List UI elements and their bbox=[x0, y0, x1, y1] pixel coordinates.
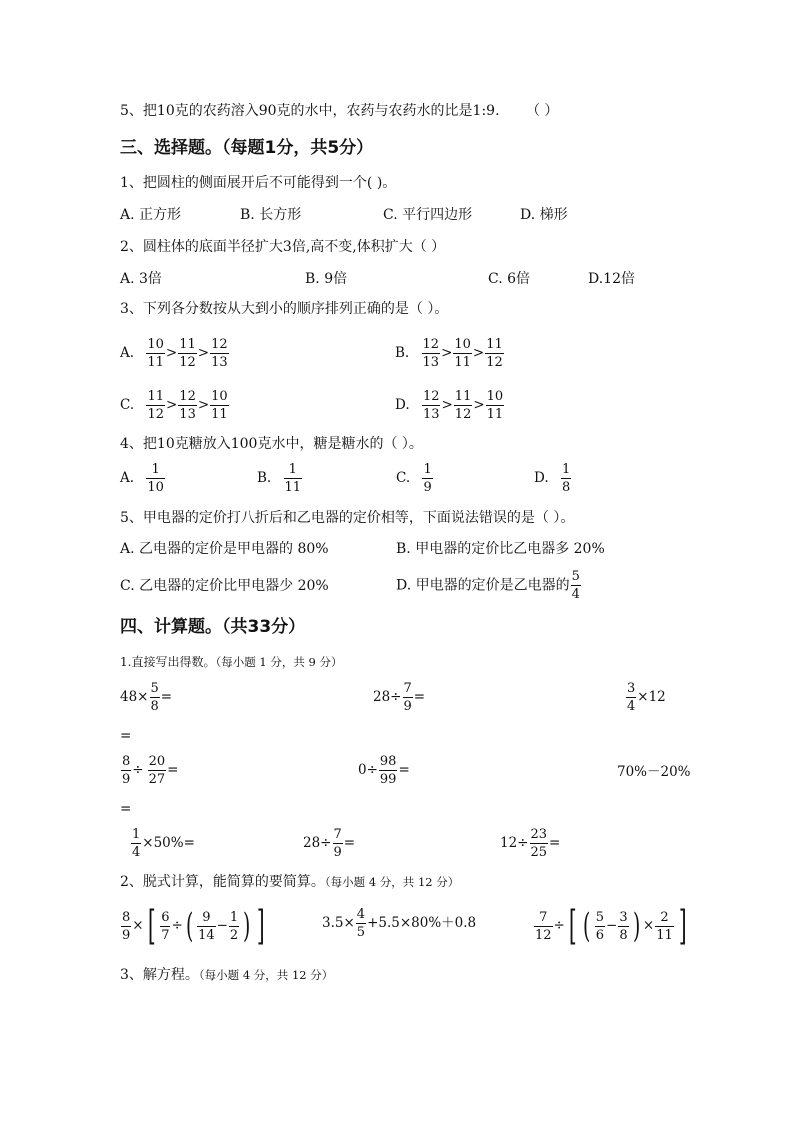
choice-q3-option-a[interactable] bbox=[120, 338, 230, 369]
calc-part2-heading bbox=[120, 875, 459, 889]
judgement-item-5 bbox=[120, 104, 558, 118]
mental-calc-9: 12÷ $\frac{23}{25}$ = bbox=[500, 827, 561, 860]
option-label: B. bbox=[257, 469, 272, 486]
choice-q5-option-d[interactable] bbox=[396, 570, 582, 601]
choice-q2-option-d[interactable]: D.12倍 bbox=[588, 271, 635, 287]
fraction: $\frac{2}{11}$ bbox=[656, 909, 673, 943]
fraction: $\frac{3}{8}$ bbox=[619, 909, 628, 943]
choice-q5-text: 5、甲电器的定价打八折后和乙电器的定价相等，下面说法错误的是（ ）。 bbox=[120, 510, 575, 526]
choice-q1-text: 1、把圆柱的侧面展开后不可能得到一个( )。 bbox=[120, 175, 397, 191]
part-title: 2、脱式计算，能简算的要简算。 bbox=[120, 874, 325, 890]
fraction: $\frac{23}{25}$ bbox=[530, 827, 548, 860]
option-label: C. bbox=[120, 396, 135, 413]
left-bracket: [ bbox=[568, 903, 577, 949]
choice-q4-text: 4、把10克糖放入100克水中，糖是糖水的（ ）。 bbox=[120, 436, 423, 452]
choice-q4-option-b[interactable] bbox=[257, 463, 303, 494]
fraction: $\frac{12}{13}$ bbox=[422, 389, 440, 422]
fraction: $\frac{10}{11}$ bbox=[454, 337, 471, 370]
fraction: $\frac{98}{99}$ bbox=[379, 754, 397, 787]
gt-sign: > bbox=[165, 396, 178, 413]
fraction: $\frac{1}{10}$ bbox=[147, 462, 164, 495]
choice-q1-option-d[interactable]: D. 梯形 bbox=[520, 207, 568, 223]
fraction: $\frac{12}{13}$ bbox=[422, 337, 440, 370]
stepwise-calc-3: $\frac{7}{12}$ ÷[ ( $\frac{5}{6}$ − $\frac{3}{8}$ ) × $\frac{2}{11}$ ] bbox=[535, 903, 687, 949]
judgement-item-5-text: 5、把10克的农药溶入90克的水中，农药与农药水的比是1:9. bbox=[120, 103, 500, 119]
mental-calc-1: 48× $\frac{5}{8}$ = bbox=[120, 681, 173, 714]
fraction: $\frac{8}{9}$ bbox=[122, 754, 131, 787]
mental-calc-3: $\frac{3}{4}$ ×12 bbox=[627, 681, 666, 714]
fraction: $\frac{8}{9}$ bbox=[122, 909, 131, 943]
choice-q2-option-a[interactable]: A. 3倍 bbox=[120, 271, 162, 287]
part-hint: （每小题 4 分，共 12 分） bbox=[198, 968, 334, 982]
fraction: $\frac{7}{9}$ bbox=[403, 681, 412, 714]
choice-q4-option-d[interactable] bbox=[534, 463, 572, 494]
equals-sign: = bbox=[120, 801, 132, 817]
calc-part1-heading bbox=[120, 656, 342, 669]
section-3-title: 三、选择题。（每题1分，共5分） bbox=[120, 138, 374, 158]
fraction: $\frac{20}{27}$ bbox=[148, 754, 166, 787]
choice-q2-option-c[interactable]: C. 6倍 bbox=[488, 271, 531, 287]
choice-q5-option-a[interactable]: A. 乙电器的定价是甲电器的 80% bbox=[120, 541, 329, 557]
part-title: 3、解方程。 bbox=[120, 967, 199, 983]
right-bracket: ] bbox=[257, 903, 266, 949]
equals-sign: = bbox=[120, 728, 132, 744]
choice-q4-option-c[interactable] bbox=[396, 463, 434, 494]
fraction: $\frac{12}{13}$ bbox=[179, 389, 196, 422]
gt-sign: > bbox=[197, 396, 210, 413]
fraction: $\frac{5}{8}$ bbox=[150, 681, 159, 714]
answer-blank[interactable]: （ ） bbox=[525, 103, 559, 119]
fraction: $\frac{11}{12}$ bbox=[179, 337, 196, 370]
left-bracket: [ bbox=[147, 903, 156, 949]
fraction: $\frac{7}{12}$ bbox=[535, 909, 552, 943]
fraction: $\frac{5}{6}$ bbox=[595, 909, 605, 943]
fraction: $\frac{1}{2}$ bbox=[229, 909, 239, 943]
fraction: $\frac{11}{12}$ bbox=[454, 389, 472, 422]
option-label: C. bbox=[396, 469, 411, 486]
choice-q2-option-b[interactable]: B. 9倍 bbox=[305, 271, 348, 287]
fraction: $\frac{10}{11}$ bbox=[147, 337, 164, 370]
fraction: $\frac{11}{12}$ bbox=[147, 389, 164, 422]
fraction: $\frac{5}{4}$ bbox=[571, 569, 580, 602]
choice-q3-option-d[interactable] bbox=[395, 390, 505, 421]
gt-sign: > bbox=[197, 344, 210, 361]
right-paren: ) bbox=[632, 906, 640, 946]
gt-sign: > bbox=[441, 344, 453, 361]
gt-sign: > bbox=[165, 344, 178, 361]
right-paren: ) bbox=[243, 906, 251, 946]
mental-calc-4: $\frac{8}{9}$ ÷ $\frac{20}{27}$ = bbox=[122, 754, 179, 787]
fraction: $\frac{1}{11}$ bbox=[284, 462, 302, 495]
choice-q3-option-b[interactable] bbox=[395, 338, 505, 369]
fraction: $\frac{4}{5}$ bbox=[356, 907, 366, 940]
choice-q5-option-c[interactable]: C. 乙电器的定价比甲电器少 20% bbox=[120, 578, 329, 594]
right-bracket: ] bbox=[678, 903, 687, 949]
option-label: A. bbox=[120, 344, 135, 361]
choice-q4-option-a[interactable] bbox=[120, 463, 166, 494]
option-label: D. bbox=[395, 396, 410, 413]
gt-sign: > bbox=[472, 344, 485, 361]
option-label: A. bbox=[120, 469, 135, 486]
mental-calc-6: 70%－20% bbox=[617, 764, 691, 780]
fraction: $\frac{9}{14}$ bbox=[198, 909, 215, 943]
choice-q2-text: 2、圆柱体的底面半径扩大3倍,高不变,体积扩大（ ） bbox=[120, 239, 446, 255]
mental-calc-2: 28÷ $\frac{7}{9}$ = bbox=[373, 681, 426, 714]
fraction: $\frac{6}{7}$ bbox=[161, 909, 170, 943]
fraction: $\frac{11}{12}$ bbox=[486, 337, 503, 370]
fraction: $\frac{10}{11}$ bbox=[211, 389, 228, 422]
choice-q1-option-c[interactable]: C. 平行四边形 bbox=[383, 207, 473, 223]
section-4-title: 四、计算题。（共33分） bbox=[120, 617, 306, 637]
left-paren: ( bbox=[185, 906, 194, 946]
stepwise-calc-2: 3.5× $\frac{4}{5}$ +5.5×80%＋0.8 bbox=[322, 907, 477, 940]
stepwise-calc-1: $\frac{8}{9}$ ×[ $\frac{6}{7}$ ÷( $\frac{9}{14}$ − $\frac{1}{2}$ ) ] bbox=[122, 903, 266, 949]
choice-q5-option-b[interactable]: B. 甲电器的定价比乙电器多 20% bbox=[396, 541, 605, 557]
option-text: D. 甲电器的定价是乙电器的 bbox=[396, 577, 570, 594]
fraction: $\frac{10}{11}$ bbox=[486, 389, 504, 422]
fraction: $\frac{1}{4}$ bbox=[132, 827, 141, 860]
gt-sign: > bbox=[441, 396, 453, 413]
mental-calc-8: 28÷ $\frac{7}{9}$ = bbox=[303, 827, 356, 860]
fraction: $\frac{1}{9}$ bbox=[423, 462, 432, 495]
fraction: $\frac{1}{8}$ bbox=[561, 462, 571, 495]
option-label: D. bbox=[534, 469, 549, 486]
mental-calc-7: $\frac{1}{4}$ ×50%= bbox=[132, 827, 195, 860]
part-title: 1.直接写出得数。 bbox=[120, 655, 216, 669]
choice-q3-option-c[interactable] bbox=[120, 390, 230, 421]
calc-part3-heading bbox=[120, 968, 333, 982]
part-hint: （每小题 1 分，共 9 分） bbox=[215, 655, 343, 669]
mental-calc-5: 0÷ $\frac{98}{99}$ = bbox=[358, 754, 410, 787]
left-paren: ( bbox=[583, 906, 591, 946]
choice-q1-option-a[interactable]: A. 正方形 bbox=[120, 207, 182, 223]
part-hint: （每小题 4 分，共 12 分） bbox=[324, 875, 460, 889]
option-label: B. bbox=[395, 344, 410, 361]
choice-q1-option-b[interactable]: B. 长方形 bbox=[240, 207, 302, 223]
choice-q3-text: 3、下列各分数按从大到小的顺序排列正确的是（ ）。 bbox=[120, 301, 449, 317]
fraction: $\frac{12}{13}$ bbox=[211, 337, 228, 370]
fraction: $\frac{7}{9}$ bbox=[333, 827, 342, 860]
gt-sign: > bbox=[473, 396, 485, 413]
fraction: $\frac{3}{4}$ bbox=[627, 681, 636, 714]
